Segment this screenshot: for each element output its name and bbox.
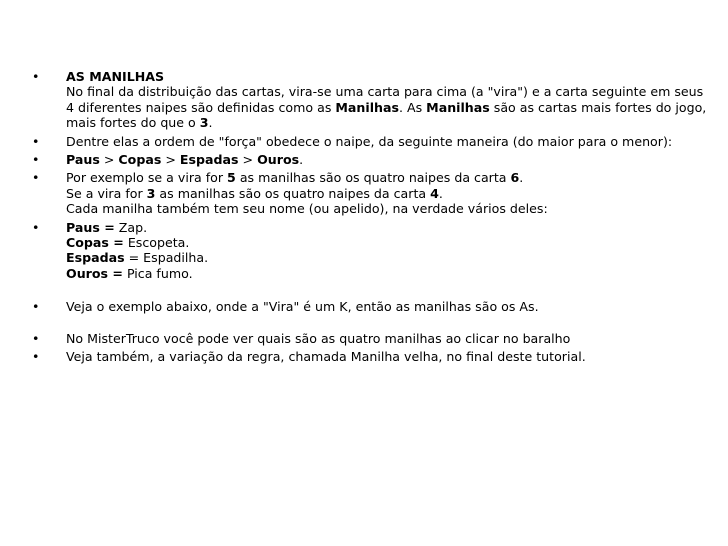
- bold-text: 4: [430, 185, 439, 201]
- bullet-dot-icon: •: [32, 299, 40, 315]
- bold-text: Manilhas: [426, 99, 490, 115]
- text-line: [66, 299, 692, 314]
- bullet-item: [32, 170, 692, 216]
- bullet-dot-icon: •: [32, 69, 40, 84]
- text-line: [66, 235, 692, 250]
- text-segment: .: [519, 170, 524, 186]
- text-line: [66, 99, 707, 115]
- text-segment: .: [299, 152, 304, 168]
- text-line: [66, 69, 692, 84]
- text-segment: Veja também, a variação da regra, chamada Manilha velha, no final deste tutorial.: [66, 349, 586, 365]
- text-line: [66, 266, 692, 281]
- bullet-dot-icon: •: [32, 330, 40, 346]
- text-line: [66, 152, 692, 167]
- text-segment: Escopeta.: [123, 235, 190, 251]
- bold-text: Copas =: [66, 235, 124, 251]
- bold-text: Paus =: [66, 219, 115, 235]
- bold-text: 3: [146, 185, 156, 201]
- text-line: [66, 349, 692, 364]
- text-line: [66, 134, 692, 149]
- bold-text: AS MANILHAS: [66, 69, 165, 84]
- bullet-dot-icon: •: [32, 219, 40, 235]
- text-segment: as manilhas são os quatro naipes da carta: [235, 170, 511, 186]
- bullet-item: [32, 152, 692, 167]
- text-segment: >: [161, 152, 180, 168]
- bullet-dot-icon: •: [32, 152, 40, 168]
- bullet-item: [32, 349, 692, 364]
- text-line: [66, 186, 692, 201]
- bullet-item: [32, 331, 692, 346]
- bold-text: Paus: [66, 152, 100, 168]
- text-segment: Se a vira for: [66, 185, 147, 201]
- bold-text: 3: [199, 115, 209, 131]
- text-segment: Veja o exemplo abaixo, onde a "Vira" é um K, então as manilhas são os As.: [66, 299, 539, 315]
- text-segment: Zap.: [114, 219, 148, 235]
- text-segment: Por exemplo se a vira for: [66, 170, 228, 186]
- text-segment: >: [238, 152, 258, 168]
- text-segment: .: [208, 115, 213, 131]
- bold-text: 5: [227, 170, 236, 186]
- bold-text: Copas: [118, 152, 162, 168]
- bold-text: Ouros =: [66, 265, 123, 281]
- bullet-dot-icon: •: [32, 349, 40, 365]
- text-segment: = Espadilha.: [124, 250, 209, 266]
- bullet-dot-icon: •: [32, 170, 40, 186]
- text-segment: Pica fumo.: [122, 265, 193, 281]
- bullet-item: [32, 299, 692, 314]
- text-segment: >: [99, 152, 119, 168]
- text-line: [66, 331, 692, 346]
- text-line: [66, 115, 692, 130]
- text-line: [66, 84, 704, 100]
- text-segment: mais fortes do que o: [66, 115, 200, 131]
- text-line: [66, 250, 692, 265]
- text-segment: Dentre elas a ordem de "força" obedece o naipe, da seguinte maneira (do maior para o menor):: [66, 133, 673, 149]
- text-segment: são as cartas mais fortes do jogo,: [489, 99, 707, 115]
- bold-text: Espadas: [179, 152, 239, 168]
- text-segment: No final da distribuição das cartas, vira-se uma carta para cima (a "vira") e a carta seguinte em seus: [66, 84, 704, 100]
- bullet-list: [32, 69, 707, 368]
- text-segment: .: [438, 185, 443, 201]
- text-segment: as manilhas são os quatro naipes da carta: [155, 185, 431, 201]
- text-line: [66, 220, 692, 235]
- bullet-dot-icon: •: [32, 133, 40, 149]
- text-segment: Cada manilha também tem seu nome (ou apelido), na verdade vários deles:: [66, 201, 548, 217]
- bullet-item: [32, 134, 692, 149]
- text-segment: No MisterTruco você pode ver quais são as quatro manilhas ao clicar no baralho: [66, 330, 571, 346]
- text-segment: . As: [398, 99, 427, 115]
- bold-text: 6: [510, 170, 520, 186]
- bullet-item: [32, 220, 692, 282]
- text-line: [66, 170, 692, 185]
- bullet-item: [32, 69, 707, 131]
- bold-text: Ouros: [257, 152, 300, 168]
- text-line: [66, 201, 692, 216]
- text-segment: 4 diferentes naipes são definidas como as: [66, 99, 336, 115]
- bold-text: Manilhas: [335, 99, 399, 115]
- bold-text: Espadas: [66, 250, 125, 266]
